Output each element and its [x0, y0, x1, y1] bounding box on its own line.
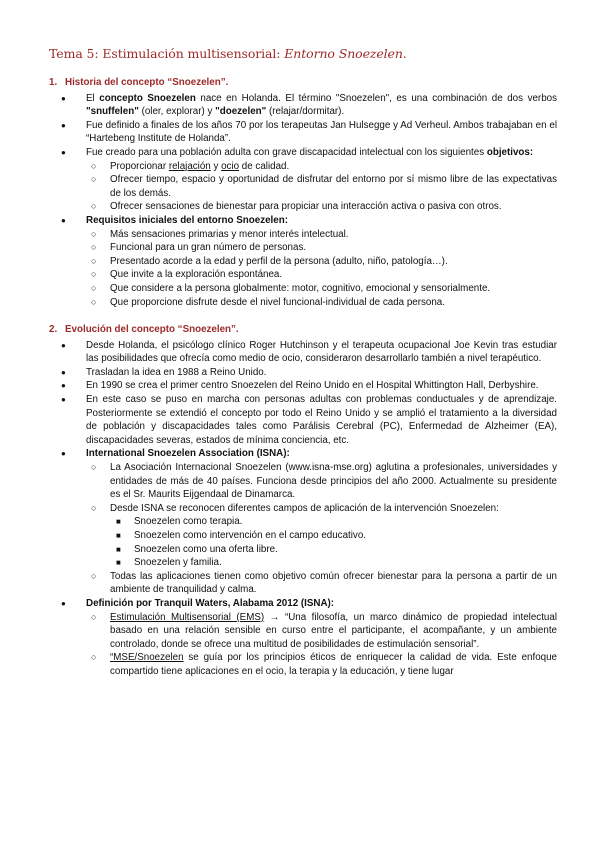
section-number: 2.: [49, 324, 58, 336]
list-item: ● Trasladan la idea en 1988 a Reino Unido.: [49, 366, 557, 380]
section-1: [49, 76, 557, 309]
list-item: ○ Ofrecer sensaciones de bienestar para propiciar una interacción activa o pasiva con otros.: [86, 200, 557, 214]
section-heading: [49, 76, 557, 90]
list-item: ○ Desde ISNA se reconocen diferentes campos de aplicación de la intervención Snoezelen: ■ Snoezelen como terapia. ■ Snoezelen como intervención en el campo educativo. ■ Snoezelen como una oferta libre. ■ Snoezelen y familia.: [86, 502, 557, 570]
list-item: ○ Funcional para un gran número de personas.: [86, 241, 557, 255]
title-italic: Entorno Snoezelen: [284, 46, 403, 61]
list-item: ● Fue definido a finales de los años 70 por los terapeutas Jan Hulsegge y Ad Verheul. Ambos trabajaban en el “Hartebeng Institute de Holanda”.: [49, 119, 557, 146]
list-item: ● Requisitos iniciales del entorno Snoezelen: ○ Más sensaciones primarias y menor interés intelectual. ○ Funcional para un gran número de personas. ○ Presentado acorde a la edad y perfil de la persona (adulto, niño, patología…). ○ Que invite a la exploración espontánea. ○ Que considere a la persona globalmente: motor, cognitivo, emocional y sensorialmente. ○ Que proporcione disfrute desde el nivel funcional-individual de cada persona.: [49, 214, 557, 309]
document-body: [49, 76, 557, 679]
list-item: ■ Snoezelen como terapia.: [110, 515, 557, 529]
title-end: .: [402, 46, 407, 61]
section-heading-text: Historia del concepto “Snoezelen”.: [65, 77, 229, 88]
list-item: ○ Estimulación Multisensorial (EMS) → “Una filosofía, un marco dinámico de propiedad intelectual basado en una relación sensible en curso entre el participante, el acompañante, y un ambiente controlado, donde se ofrece una multitud de posibilidades de estimulación sensorial”.: [86, 611, 557, 652]
page-title: [49, 46, 407, 61]
list-item: ■ Snoezelen como intervención en el campo educativo.: [110, 529, 557, 543]
list-item: ● International Snoezelen Association (ISNA): ○ La Asociación Internacional Snoezelen (www.isna-mse.org) aglutina a profesionales, universidades y entidades de más de 40 países. Funciona desde principios del año 2000. Actualmente su presidente es el Sr. Maurits Eijgendaal de Dinamarca. ○ Desde ISNA se reconocen diferentes campos de aplicación de la intervención Snoezelen: ■ Snoezelen como terapia. ■ Snoezelen como intervención en el campo educativo. ■ Snoezelen como una oferta libre. ■ Snoezelen y familia. ○ Todas las aplicaciones tienen como objetivo común ofrecer bienestar para la persona a partir de un ambiente de tranquilidad y calma.: [49, 447, 557, 597]
list-item: ○ Presentado acorde a la edad y perfil de la persona (adulto, niño, patología…).: [86, 255, 557, 269]
list-item: ○ Que invite a la exploración espontánea.: [86, 268, 557, 282]
list-item: ● Definición por Tranquil Waters, Alabama 2012 (ISNA): ○ Estimulación Multisensorial (EMS) → “Una filosofía, un marco dinámico de propiedad intelectual basado en una relación sensible en curso entre el participante, el acompañante, y un ambiente controlado, donde se ofrece una multitud de posibilidades de estimulación sensorial”. ○ “MSE/Snoezelen se guía por los principios éticos de enriquecer la calidad de vida. Este enfoque compartido tiene aplicaciones en el ocio, la terapia y la educación, y tiene lugar: [49, 597, 557, 679]
section-2: [49, 323, 557, 678]
list-item: ● Desde Holanda, el psicólogo clínico Roger Hutchinson y el terapeuta ocupacional Joe Kevin tras estudiar las posibilidades que ofrecía como medio de ocio, consideraron desarrollarlo también a nivel terapéutico.: [49, 339, 557, 366]
title-main: Tema 5: Estimulación multisensorial:: [49, 46, 285, 61]
list-item: ■ Snoezelen y familia.: [110, 556, 557, 570]
list-item: ■ Snoezelen como una oferta libre.: [110, 543, 557, 557]
list-item: ● El concepto Snoezelen nace en Holanda. El término "Snoezelen", es una combinación de dos verbos "snuffelen" (oler, explorar) y "doezelen" (relajar/dormitar).: [49, 92, 557, 119]
section-number: 1.: [49, 77, 58, 88]
list-item: ● Fue creado para una población adulta con grave discapacidad intelectual con los siguientes objetivos: ○ Proporcionar relajación y ocio de calidad. ○ Ofrecer tiempo, espacio y oportunidad de disfrutar del entorno por sí mismo libre de las expectativas de los demás. ○ Ofrecer sensaciones de bienestar para propiciar una interacción activa o pasiva con otros.: [49, 146, 557, 214]
list-item: ○ Que proporcione disfrute desde el nivel funcional-individual de cada persona.: [86, 296, 557, 310]
list-item: ○ Proporcionar relajación y ocio de calidad.: [86, 160, 557, 174]
list-item: ● En 1990 se crea el primer centro Snoezelen del Reino Unido en el Hospital Whittington Hall, Derbyshire.: [49, 379, 557, 393]
section-heading: [49, 323, 557, 337]
list-item: ○ Todas las aplicaciones tienen como objetivo común ofrecer bienestar para la persona a partir de un ambiente de tranquilidad y calma.: [86, 570, 557, 597]
list-item: ○ Más sensaciones primarias y menor interés intelectual.: [86, 228, 557, 242]
list-item: ● En este caso se puso en marcha con personas adultas con problemas conductuales y de aprendizaje. Posteriormente se extendió el concepto por todo el Reino Unido y se amplió el tratamiento a la diversidad de población y discapacidades tales como Parálisis Cerebral (PC), Enfermedad de Alzheimer (EA), discapacidades severas, estados de mínima conciencia, etc.: [49, 393, 557, 447]
section-heading-text: Evolución del concepto “Snoezelen”.: [65, 324, 239, 336]
list-item: ○ “MSE/Snoezelen se guía por los principios éticos de enriquecer la calidad de vida. Este enfoque compartido tiene aplicaciones en el ocio, la terapia y la educación, y tiene lugar: [86, 651, 557, 678]
list-item: ○ Que considere a la persona globalmente: motor, cognitivo, emocional y sensorialmente.: [86, 282, 557, 296]
list-item: ○ Ofrecer tiempo, espacio y oportunidad de disfrutar del entorno por sí mismo libre de las expectativas de los demás.: [86, 173, 557, 200]
list-item: ○ La Asociación Internacional Snoezelen (www.isna-mse.org) aglutina a profesionales, universidades y entidades de más de 40 países. Funciona desde principios del año 2000. Actualmente su presidente es el Sr. Maurits Eijgendaal de Dinamarca.: [86, 461, 557, 502]
